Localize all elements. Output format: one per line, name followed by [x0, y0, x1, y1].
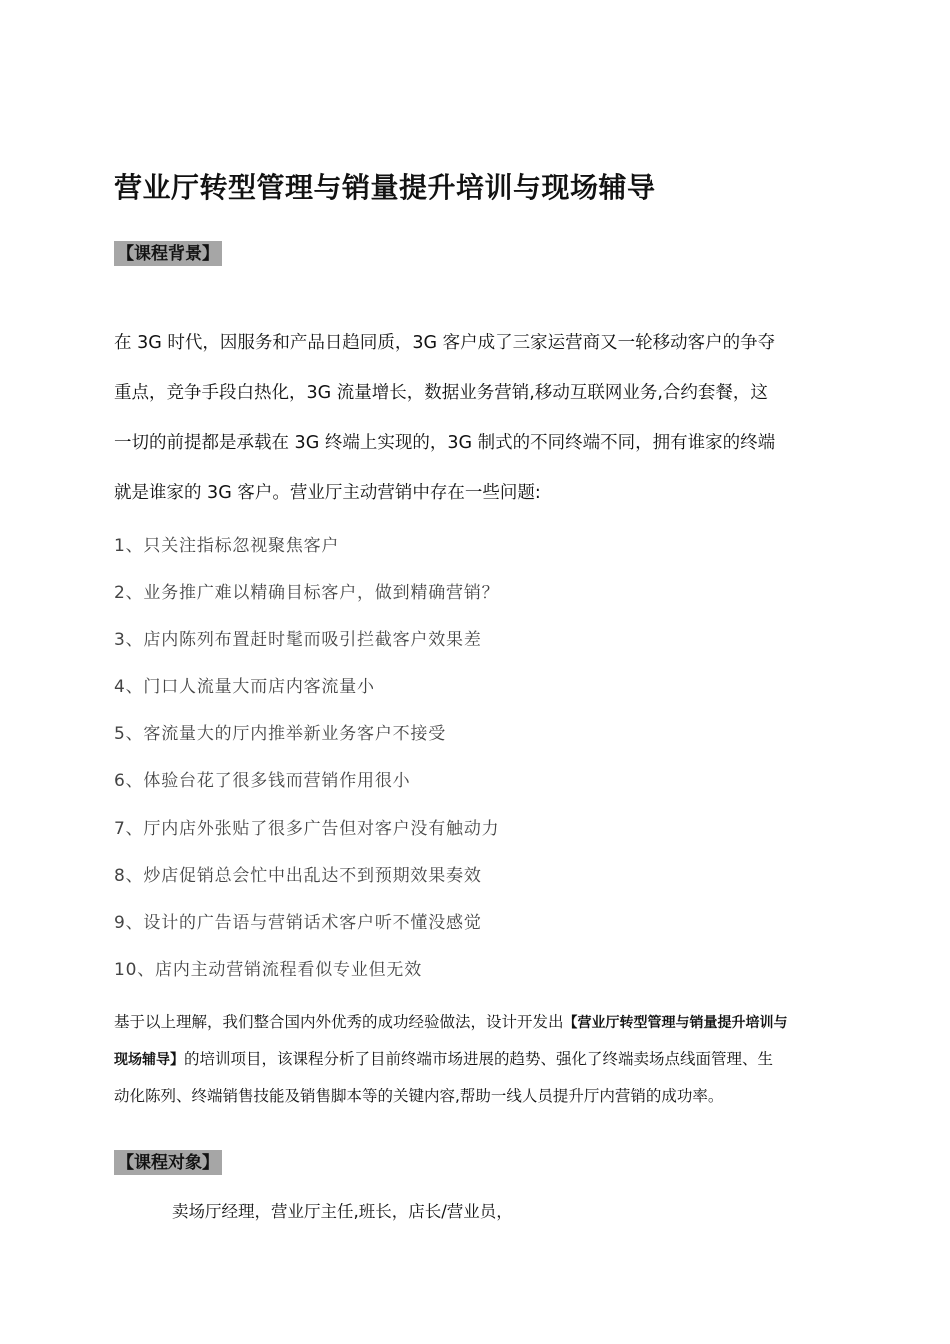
summary-line [114, 1004, 842, 1041]
course-name-emphasis: 现场辅导】 [114, 1052, 184, 1068]
issue-list [114, 531, 499, 1002]
section-heading-background: 【课程背景】 [114, 241, 222, 266]
audience-text: 卖场厅经理，营业厅主任,班长，店长/营业员， [172, 1202, 513, 1221]
list-item: 6、体验台花了很多钱而营销作用很小 [114, 771, 411, 792]
summary-line [114, 1041, 842, 1078]
list-item: 10、店内主动营销流程看似专业但无效 [114, 959, 423, 980]
summary-line: 动化陈列、终端销售技能及销售脚本等的关键内容,帮助一线人员提升厅内营销的成功率。 [114, 1087, 724, 1105]
background-line: 一切的前提都是承载在 3G 终端上实现的，3G 制式的不同终端不同，拥有谁家的终端 [114, 433, 776, 453]
background-paragraph [114, 318, 842, 518]
list-item: 3、店内陈列布置赶时髦而吸引拦截客户效果差 [114, 630, 482, 651]
summary-paragraph [114, 1004, 842, 1114]
background-line: 就是谁家的 3G 客户。营业厅主动营销中存在一些问题: [114, 483, 541, 503]
background-line: 重点，竞争手段白热化，3G 流量增长，数据业务营销,移动互联网业务,合约套餐，这 [114, 383, 768, 403]
list-item: 2、业务推广难以精确目标客户，做到精确营销？ [114, 583, 500, 604]
list-item: 1、只关注指标忽视聚焦客户 [114, 536, 340, 556]
list-item: 8、炒店促销总会忙中出乱达不到预期效果奏效 [114, 865, 482, 886]
summary-text: 的培训项目，该课程分析了目前终端市场进展的趋势、强化了终端卖场点线面管理、生 [184, 1050, 774, 1068]
section-heading-audience: 【课程对象】 [114, 1150, 222, 1175]
list-item: 9、设计的广告语与营销话术客户听不懂没感觉 [114, 912, 482, 933]
background-line: 在 3G 时代，因服务和产品日趋同质，3G 客户成了三家运营商又一轮移动客户的争夺 [114, 333, 776, 353]
list-item: 4、门口人流量大而店内客流量小 [114, 677, 375, 698]
list-item: 7、厅内店外张贴了很多广告但对客户没有触动力 [114, 818, 500, 839]
summary-text: 基于以上理解，我们整合国内外优秀的成功经验做法，设计开发出 [114, 1013, 564, 1031]
course-name-emphasis: 【营业厅转型管理与销量提升培训与 [563, 1015, 788, 1031]
list-item: 5、客流量大的厅内推举新业务客户不接受 [114, 724, 447, 745]
document-title: 营业厅转型管理与销量提升培训与现场辅导 [114, 171, 656, 204]
